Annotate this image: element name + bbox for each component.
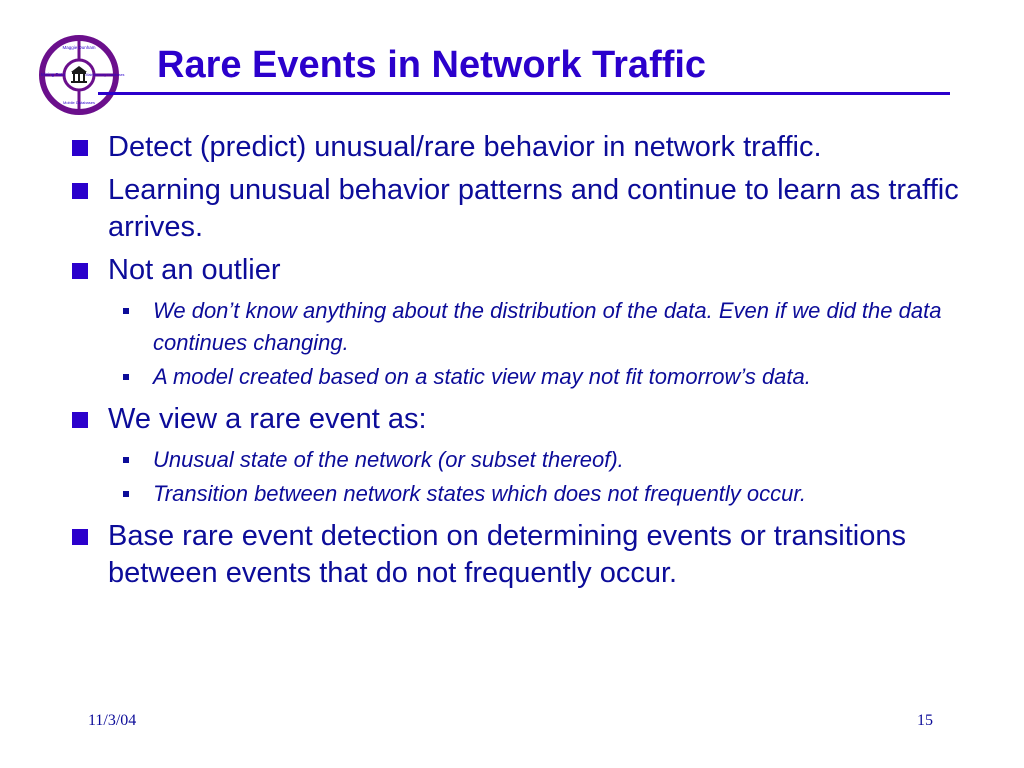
sub-bullet-text: Transition between network states which does not frequently occur. <box>153 481 807 506</box>
logo-label-right: MainMemory Databases <box>85 73 125 77</box>
bullet-item <box>70 172 990 246</box>
logo-label-left: Mining Data <box>40 72 66 77</box>
sub-bullet-square-icon <box>123 491 129 497</box>
bullet-text: Base rare event detection on determining events or transitions between events that do not frequently occur. <box>108 520 906 589</box>
sub-bullet-square-icon <box>123 374 129 380</box>
logo-label-bottom: Mobile Databases <box>62 100 96 105</box>
bullet-text: Detect (predict) unusual/rare behavior in network traffic. <box>108 131 822 163</box>
sub-bullet-item <box>153 361 990 393</box>
bullet-item <box>70 401 990 438</box>
bullet-item <box>70 129 990 166</box>
bullet-item <box>70 252 990 289</box>
bullet-square-icon <box>72 412 88 428</box>
slide-title: Rare Events in Network Traffic <box>157 44 707 86</box>
bullet-text: Learning unusual behavior patterns and continue to learn as traffic arrives. <box>108 174 959 243</box>
sub-bullet-item <box>153 478 990 510</box>
bullet-square-icon <box>72 140 88 156</box>
sub-bullet-text: A model created based on a static view may not fit tomorrow’s data. <box>153 364 811 389</box>
title-underline <box>98 92 950 95</box>
sub-bullet-item <box>153 295 990 359</box>
bullet-square-icon <box>72 263 88 279</box>
logo-label-top: Maggie Dunham <box>62 45 96 50</box>
footer-date: 11/3/04 <box>88 712 137 729</box>
sub-bullet-square-icon <box>123 457 129 463</box>
bullet-text: We view a rare event as: <box>108 403 427 435</box>
footer-page-number: 15 <box>917 712 933 729</box>
sub-bullet-text: We don’t know anything about the distribution of the data. Even if we did the data continues changing. <box>153 298 942 355</box>
bullet-square-icon <box>72 529 88 545</box>
bullet-list <box>70 129 990 598</box>
bullet-text: Not an outlier <box>108 254 281 286</box>
logo <box>38 34 125 116</box>
sub-bullet-item <box>153 444 990 476</box>
bullet-item <box>70 518 990 592</box>
sub-bullet-square-icon <box>123 308 129 314</box>
bullet-square-icon <box>72 183 88 199</box>
sub-bullet-text: Unusual state of the network (or subset thereof). <box>153 447 624 472</box>
